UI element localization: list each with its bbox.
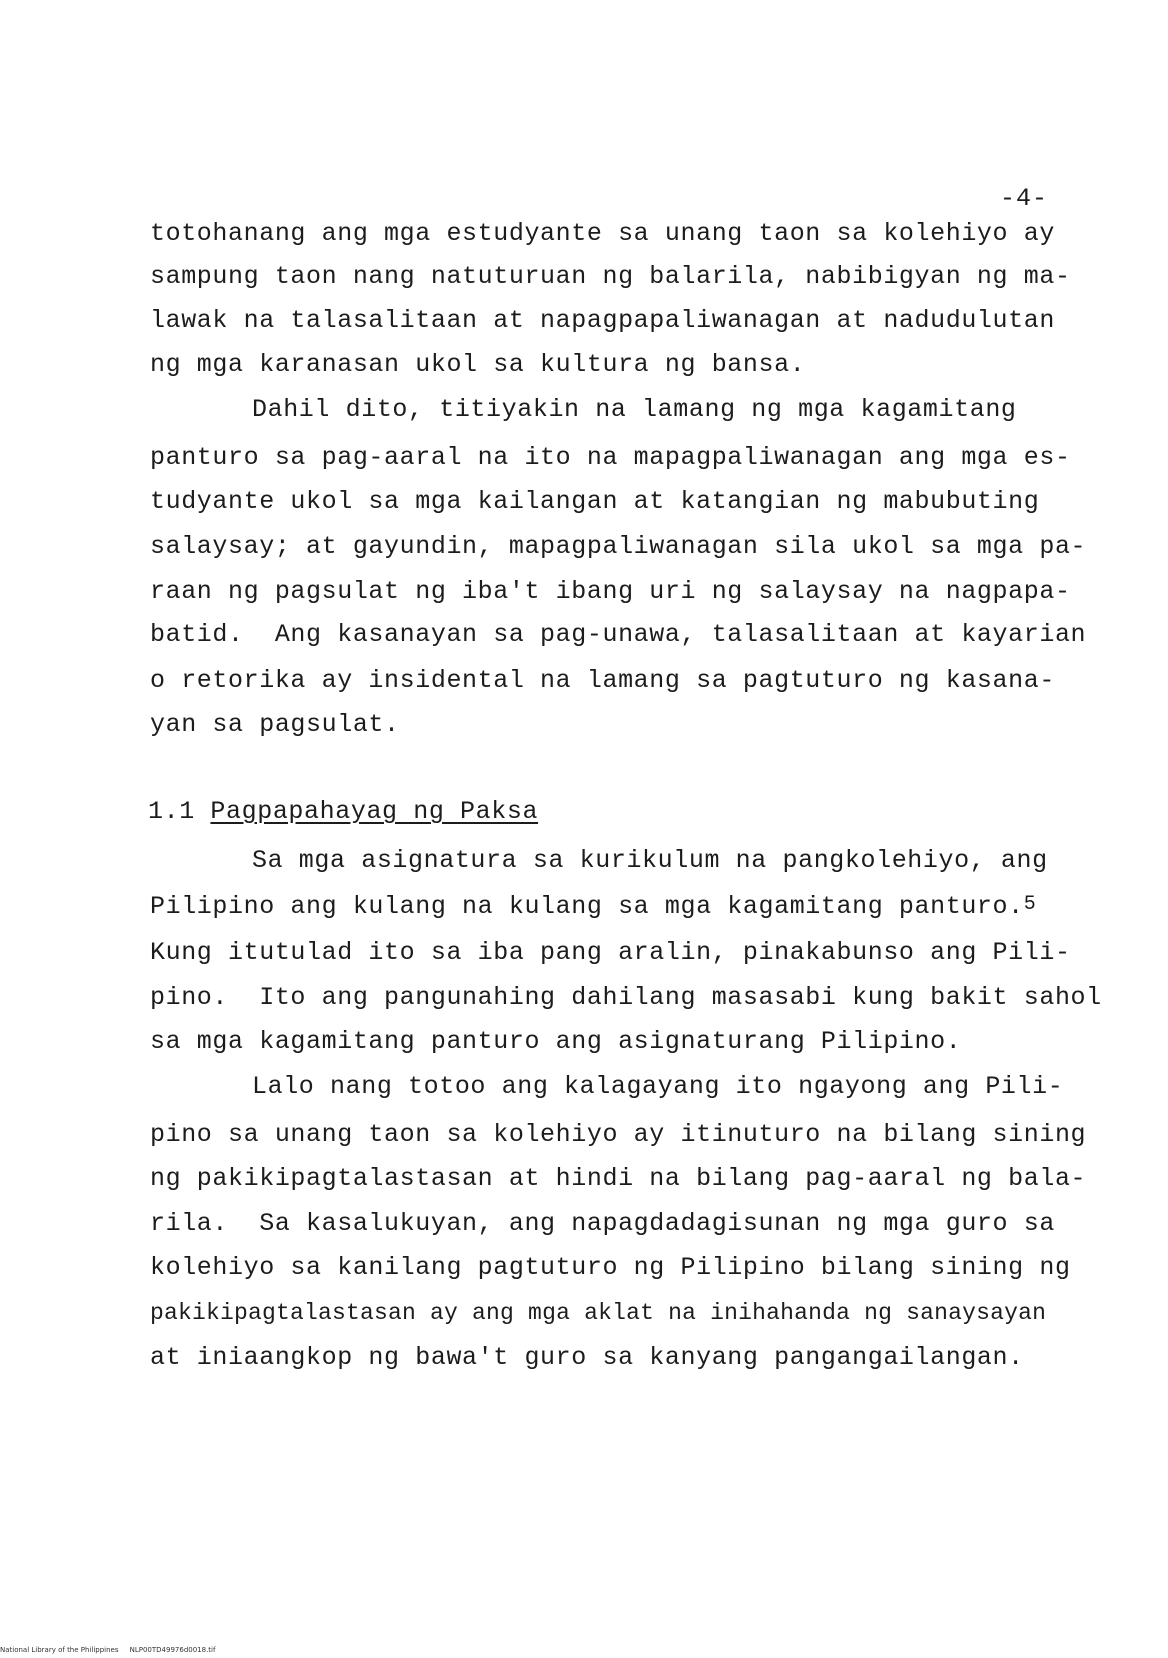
section-heading [148,797,538,827]
paragraph-line: o retorika ay insidental na lamang sa pagtuturo ng kasana- [150,666,1055,695]
footnote-marker: 5 [1023,893,1037,916]
paragraph-line: rila. Sa kasalukuyan, ang napagdadagisunan ng mga guro sa [150,1209,1055,1238]
paragraph-line: sa mga kagamitang panturo ang asignaturang Pilipino. [150,1027,962,1056]
page-number: -4- [1000,184,1049,213]
paragraph-line: ng mga karanasan ukol sa kultura ng bansa. [150,350,806,379]
paragraph-line: raan ng pagsulat ng iba't ibang uri ng salaysay na nagpapa- [150,577,1071,606]
paragraph-line: yan sa pagsulat. [150,710,400,739]
section-title: Pagpapahayag ng Paksa [210,797,539,826]
paragraph-line: lawak na talasalitaan at napagpapaliwanagan at nadudulutan [150,306,1055,335]
paragraph-line: kolehiyo sa kanilang pagtuturo ng Pilipino bilang sining ng [150,1253,1071,1282]
paragraph-line: Kung itutulad ito sa iba pang aralin, pinakabunso ang Pili- [150,938,1071,967]
paragraph-line: Lalo nang totoo ang kalagayang ito ngayong ang Pili- [252,1072,1064,1101]
scan-footer: National Library of the Philippines NLP00TD49976d0018.tif [0,1646,216,1654]
paragraph-line-text: Pilipino ang kulang na kulang sa mga kagamitang panturo. [150,892,1024,921]
paragraph-line: tudyante ukol sa mga kailangan at katangian ng mabubuting [150,487,1040,516]
paragraph-line: sampung taon nang natuturuan ng balarila, nabibigyan ng ma- [150,262,1071,291]
paragraph-line: salaysay; at gayundin, mapagpaliwanagan sila ukol sa mga pa- [150,532,1087,561]
paragraph-line [150,892,1036,924]
paragraph-line: panturo sa pag-aaral na ito na mapagpaliwanagan ang mga es- [150,443,1071,472]
paragraph-line: totohanang ang mga estudyante sa unang taon sa kolehiyo ay [150,219,1055,248]
paragraph-line: ng pakikipagtalastasan at hindi na bilang pag-aaral ng bala- [150,1164,1087,1193]
paragraph-line: pino sa unang taon sa kolehiyo ay itinuturo na bilang sining [150,1120,1087,1149]
paragraph-line: pino. Ito ang pangunahing dahilang masasabi kung bakit sahol [150,983,1102,1012]
section-number: 1.1 [148,797,195,826]
paragraph-line: pakikipagtalastasan ay ang mga aklat na inihahanda ng sanaysayan [150,1300,1047,1326]
paragraph-line: Dahil dito, titiyakin na lamang ng mga kagamitang [252,395,1017,424]
paragraph-line: batid. Ang kasanayan sa pag-unawa, talasalitaan at kayarian [150,620,1087,649]
paragraph-line: Sa mga asignatura sa kurikulum na pangkolehiyo, ang [252,846,1048,875]
paragraph-line: at iniaangkop ng bawa't guro sa kanyang pangangailangan. [150,1343,1024,1372]
